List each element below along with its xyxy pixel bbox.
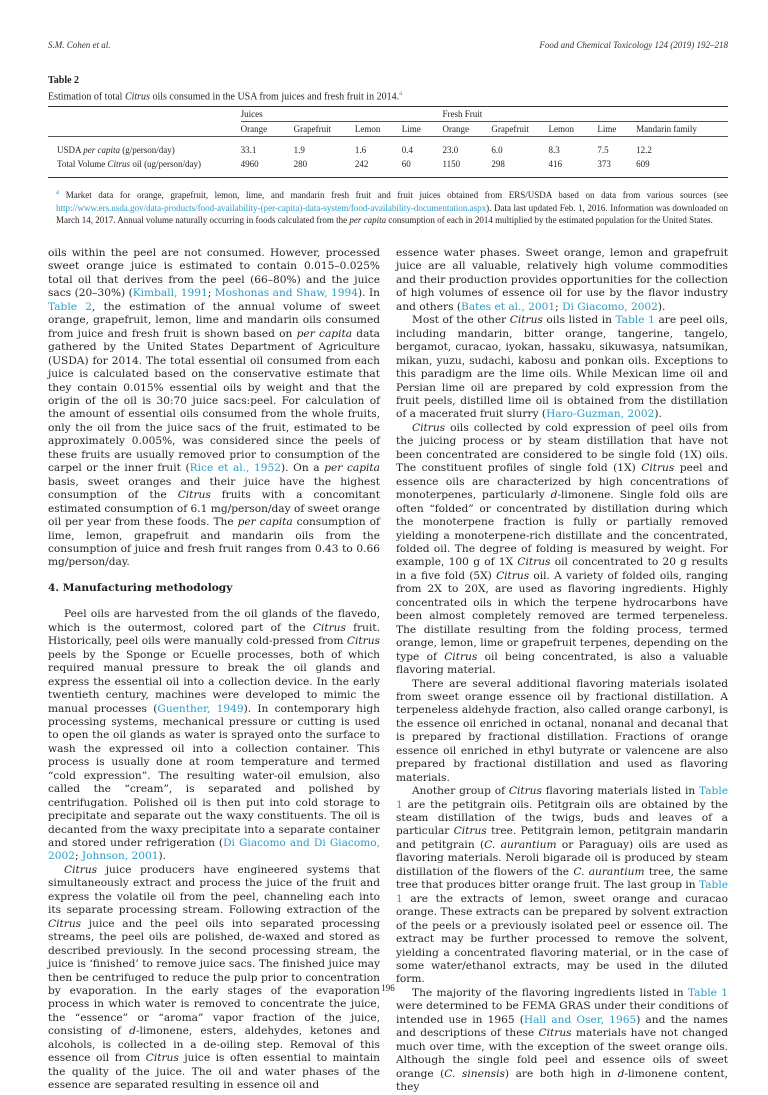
group-header-row [48, 107, 728, 122]
caption-italic: Citrus [124, 91, 150, 103]
cell: 7.5 [597, 145, 609, 156]
cell: 6.0 [491, 145, 503, 156]
page-number: 196 [381, 983, 395, 993]
cell: 23.0 [442, 145, 459, 156]
table-row [48, 143, 728, 157]
citation-link[interactable]: Kimball, 1991 [132, 287, 208, 300]
col-header: Grapefruit [293, 124, 332, 135]
caption-text: Estimation of total [48, 91, 125, 103]
right-column [396, 247, 728, 1095]
cell: 60 [401, 159, 411, 170]
cell: 298 [491, 159, 505, 170]
col-header: Mandarin family [636, 124, 697, 135]
cell: 1.6 [354, 145, 367, 156]
cell: 12.2 [636, 145, 652, 156]
cell: 8.3 [548, 145, 560, 156]
running-head-authors: S.M. Cohen et al. [48, 40, 111, 50]
table-label: Table 2 [48, 75, 80, 86]
cell: 4960 [240, 159, 259, 170]
cell: 609 [636, 159, 650, 170]
paragraph: oils within the peel are not consumed. However, processed sweet orange juice is estimated to contain 0.015–0.025% total oil that derives from the peel (66–80%) and the juice sacs (20–30%) (Kimball, 1991; Moshonas and Shaw, 1994). In Table 2, the estimation of the annual volume of sweet orange, grapefruit, lemon, lime and mandarin oils consumed from juice and fresh fruit is shown based on per capita data gathered by the United States Department of Agriculture (USDA) for 2014. The total essential oil consumed from each juice is calculated based on the conservative estimate that they contain 0.015% essential oils by weight and that the origin of the oil is 30:70 juice sacs:peel. For calculation of the amount of essential oils consumed from the whole fruits, only the oil from the juice sacs of the fruit, estimated to be approximately 0.005%, was considered since the peels of these fruits are usually removed prior to consumption of the carpel or the inner fruit (Rice et al., 1952). On a per capita basis, sweet oranges and their juice have the highest consumption of the Citrus fruits with a concomitant estimated consumption of 6.1 mg/person/day of sweet orange oil per year from these foods. The per capita consumption of lime, lemon, grapefruit and mandarin oils from the consumption of juice and fresh fruit ranges from 0.43 to 0.66 mg/person/day. [48, 247, 380, 569]
cell: 280 [293, 159, 308, 170]
col-header: Lime [401, 124, 421, 135]
col-header: Grapefruit [491, 124, 529, 135]
col-header: Lemon [548, 124, 574, 135]
column-header-row [48, 122, 728, 137]
left-column [48, 247, 380, 1093]
citation-link[interactable]: Haro-Guzman, 2002 [546, 408, 655, 421]
cell: 242 [354, 159, 369, 170]
group-juices: Juices [241, 107, 443, 122]
citation-link[interactable]: Rice et al., 1952 [189, 462, 282, 475]
data-table [48, 107, 728, 178]
paragraph: Another group of Citrus flavoring materials listed in Table 1 are the petitgrain oils. Petitgrain oils are obtained by the steam distillation of the twigs, buds and leaves of a particular Citrus tree. Petitgrain lemon, petitgrain mandarin and petitgrain (C. aurantium or Paraguay) oils are used as flavoring materials. Neroli bigarade oil is produced by steam distillation of the flowers of the C. aurantium tree, the same tree that produces bitter orange fruit. The last group in Table 1 are the extracts of lemon, sweet orange and curacao orange. These extracts can be prepared by solvent extraction of the peels or a previously isolated peel or essence oil. The extract may be further processed to remove the solvent, yielding a concentrated flavoring material, or in the case of some water/ethanol extracts, may be used in the diluted form. [396, 785, 728, 986]
table-caption [48, 87, 728, 103]
section-heading: 4. Manufacturing methodology [48, 581, 233, 594]
citation-link[interactable]: Bates et al., 2001 [461, 300, 556, 313]
cell: 373 [597, 159, 611, 170]
citation-link[interactable]: Moshonas and Shaw, 1994 [214, 287, 359, 300]
paragraph: essence water phases. Sweet orange, lemon and grapefruit juice are all valuable, relatively high volume commodities and their production provides opportunities for the collection of high volumes of essence oil for use by the flavor industry and others (Bates et al., 2001; Di Giacomo, 2002). [396, 247, 728, 313]
paragraph: Citrus juice producers have engineered systems that simultaneously extract and process the juice of the fruit and express the volatile oil from the peel, channeling each into its separate processing stream. Following extraction of the Citrus juice and the peel oils into separated processing streams, the peel oils are polished, de-waxed and stored as described previously. In the second processing stream, the juice is ‘finished’ to remove juice sacs. The finished juice may then be centrifuged to reduce the pulp prior to concentration by evaporation. In the early stages of the evaporation process in which water is removed to concentrate the juice, the “essence” or “aroma” vapor fraction of the juice, consisting of d-limonene, esters, aldehydes, ketones and alcohols, is collected in a de-oiling step. Removal of this essence oil from Citrus juice is often essential to maintain the quality of the juice. The oil and water phases of the essence are separated resulting in essence oil and [48, 863, 381, 1092]
row-label: USDA per capita (g/person/day) [57, 145, 175, 156]
usda-link[interactable]: http://www.ers.usda.gov/data-products/food-availability-(per-capita)-data-system/food-availability-documentation.aspx [56, 202, 487, 213]
table-ref-link[interactable]: Table 1 [396, 879, 728, 905]
running-head-journal: Food and Chemical Toxicology 124 (2019) 192–218 [539, 40, 728, 50]
paragraph: Peel oils are harvested from the oil glands of the flavedo, which is the outermost, colored part of the Citrus fruit. Historically, peel oils were manually cold-pressed from Citrus peels by the Sponge or Ecuelle processes, both of which required manual pressure to break the oil glands and express the essential oil into a collection device. In the early twentieth century, machines were developed to mimic the manual processes (Guenther, 1949). In contemporary high processing systems, mechanical pressure or cutting is used to open the oil glands as water is sprayed onto the surface to wash the expressed oil into a collection container. This process is usually done at room temperature and termed “cold expression”. The resulting water-oil emulsion, also called the “cream”, is separated and polished by centrifugation. Polished oil is then put into cold storage to precipitate and separate out the waxy constituents. The oil is decanted from the waxy precipitate into a separate container and stored under refrigeration (Di Giacomo and Di Giacomo, 2002; Johnson, 2001). [48, 608, 380, 863]
footnote-marker: a [56, 188, 60, 197]
citation-link[interactable]: Johnson, 2001 [81, 850, 159, 863]
footnote-marker-link[interactable]: a [399, 89, 403, 97]
paragraph: The majority of the flavoring ingredients listed in Table 1 were determined to be FEMA GRAS under their conditions of intended use in 1965 (Hall and Oser, 1965) and the names and descriptions of these Citrus materials have not changed much over time, with the exception of the sweet orange oils. Although the single fold peel and essence oils of sweet orange (C. sinensis) are both high in d-limonene content, they [396, 986, 729, 1094]
table-ref-link[interactable]: Table 1 [687, 986, 728, 999]
caption-text: oils consumed in the USA from juices and fresh fruit in 2014. [149, 91, 400, 103]
table-ref-link[interactable]: Table 1 [396, 785, 728, 811]
cell: 33.1 [240, 145, 257, 156]
table-ref-link[interactable]: Table 2 [48, 300, 92, 313]
col-header: Lemon [354, 124, 381, 135]
citation-link[interactable]: Di Giacomo and Di Giacomo, 2002 [48, 837, 380, 863]
citation-link[interactable]: Di Giacomo, 2002 [562, 300, 658, 313]
citation-link[interactable]: Guenther, 1949 [157, 702, 244, 715]
table-row [48, 157, 728, 171]
citation-link[interactable]: Hall and Oser, 1965 [523, 1013, 637, 1026]
cell: 1.9 [293, 145, 305, 156]
cell: 0.4 [401, 145, 413, 156]
col-header: Orange [240, 124, 268, 135]
cell: 1150 [442, 159, 461, 170]
paragraph: Most of the other Citrus oils listed in Table 1 are peel oils, including mandarin, bitter orange, tangerine, tangelo, bergamot, curacao, iyokan, hassaku, sikuwasya, natsumikan, mikan, yuzu, sudachi, kabosu and ponkan oils. Exceptions to this paradigm are the lime oils. While Mexican lime oil and Persian lime oil are prepared by cold expression from the fruit peels, distilled lime oil is obtained from the distillation of a macerated fruit slurry (Haro-Guzman, 2002). [396, 314, 728, 421]
group-fresh-fruit: Fresh Fruit [442, 107, 728, 122]
cell: 416 [548, 159, 562, 170]
table-footnote: $^a$ Market data for orange, grapefruit, lemon, lime, and mandarin fresh fruit and fruit juices obtained from ERS/USDA based on data from various sources (see http://www.ers.usda.gov/data-products/food-availability-(per-capita)-data-system/food-availability-documentation.aspx). Data last updated Feb. 1, 2016. Information was downloaded on March 14, 2017. Annual volume naturally occurring in foods calculated from the per capita consumption of each in 2014 multiplied by the estimated population for the United States. [56, 188, 728, 226]
col-header: Orange [442, 124, 469, 135]
row-label: Total Volume Citrus oil (ug/person/day) [57, 159, 202, 170]
table-2 [48, 75, 728, 227]
paragraph: Citrus oils collected by cold expression of peel oils from the juicing process or by steam distillation that have not been concentrated are considered to be single fold (1X) oils. The constituent profiles of single fold (1X) Citrus peel and essence oils are characterized by high concentrations of monoterpenes, particularly d-limonene. Single fold oils are often “folded” or concentrated by distillation during which the monoterpene fraction is fully or partially removed yielding a monoterpene-rich distillate and the concentrated, folded oil. The degree of folding is measured by weight. For example, 100 g of 1X Citrus oil concentrated to 20 g results in a five fold (5X) Citrus oil. A variety of folded oils, ranging from 2X to 20X, are used as flavoring ingredients. Highly concentrated oils in which the terpene hydrocarbons have been almost completely removed are termed terpeneless. The distillate resulting from the folding process, termed orange, lemon, lime or grapefruit terpenes, depending on the type of Citrus oil being concentrated, is also a valuable flavoring material. [396, 421, 729, 677]
col-header: Lime [597, 124, 617, 135]
table-ref-link[interactable]: Table 1 [615, 314, 655, 327]
paragraph: There are several additional flavoring materials isolated from sweet orange essence oil by fractional distillation. A terpeneless aldehyde fraction, also called orange carbonyl, is the essence oil enriched in octanal, nonanal and decanal that is prepared by fractional distillation. Fractions of orange essence oil enriched in ethyl butyrate or valencene are also prepared by fractional distillation and used as flavoring materials. [396, 677, 728, 784]
